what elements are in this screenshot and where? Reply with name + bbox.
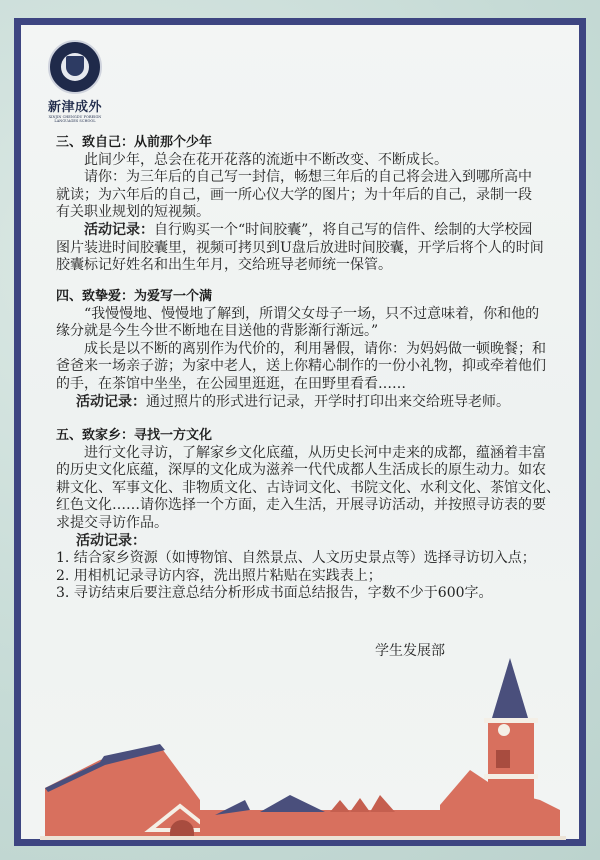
paragraph-line: 的手，在茶馆中坐坐，在公园里逛逛，在田野里看看…… (56, 375, 406, 392)
main-hall (45, 744, 210, 840)
campus-building-illustration (0, 640, 600, 840)
record-label: 活动记录： (76, 393, 146, 410)
paragraph-line: “我慢慢地、慢慢地了解到，所谓父女母子一场，只不过意味着，你和他的 (84, 305, 540, 322)
paragraph-line: 的历史文化底蕴，深厚的文化成为滋养一代代成都人生活成长的原生动力。如农 (56, 462, 546, 479)
paragraph-line: 就读；为六年后的自己，画一所心仪大学的图片；为十年后的自己，录制一段 (56, 186, 532, 203)
record-label: 活动记录： (76, 532, 146, 549)
paragraph-line: 有关职业规划的短视频。 (56, 204, 210, 221)
paragraph-line: 耕文化、军事文化、非物质文化、古诗词文化、书院文化、水利文化、茶馆文化、 (56, 479, 560, 496)
record-item: 1. 结合家乡资源（如博物馆、自然景点、人文历史景点等）选择寻访切入点； (56, 550, 536, 567)
record-line: 通过照片的形式进行记录，开学时打印出来交给班导老师。 (146, 393, 510, 410)
record-line: 图片装进时间胶囊里，视频可拷贝到U盘后放进时间胶囊，开学后将个人的时间 (56, 239, 544, 256)
paragraph-line: 进行文化寻访，了解家乡文化底蕴，从历史长河中走来的成都，蕴涵着丰富 (84, 444, 546, 461)
section-heading: 三、致自己：从前那个少年 (56, 135, 213, 150)
paragraph-line: 求提交寻访作品。 (56, 514, 168, 531)
logo-name-cn: 新津成外 (47, 100, 102, 115)
record-item: 3. 寻访结束后要注意总结分析形成书面总结报告，字数不少于600字。 (56, 585, 493, 602)
paragraph-line: 爸爸来一场亲子游；为家中老人，送上你精心制作的一份小礼物，抑或牵着他们 (56, 358, 546, 375)
paragraph-line: 此间少年，总会在花开花落的流逝中不断改变、不断成长。 (84, 151, 448, 168)
record-item: 2. 用相机记录寻访内容，洗出照片粘贴在实践表上； (56, 567, 382, 584)
record-label: 活动记录： (84, 221, 154, 238)
section-heading: 五、致家乡：寻找一方文化 (56, 428, 213, 443)
paragraph-line: 缘分就是今生今世不断地在目送他的背影渐行渐远。” (56, 323, 379, 340)
paragraph-line: 请你：为三年后的自己写一封信，畅想三年后的自己将会进入到哪所高中 (84, 169, 532, 186)
section-4 (56, 288, 546, 411)
clock-icon (498, 724, 510, 736)
record-line: 自行购买一个“时间胶囊”，将自己写的信件、绘制的大学校园 (154, 221, 533, 238)
paragraph-line: 红色文化……请你选择一个方面，走入生活，开展寻访活动，并按照寻访表的要 (56, 497, 546, 514)
signature: 学生发展部 (375, 643, 445, 659)
middle-wing (200, 795, 440, 840)
section-5 (56, 427, 560, 603)
school-logo (43, 40, 107, 123)
section-3 (56, 134, 546, 275)
logo-name-en: XINJIN CHENGDU FOREIGN LANGUAGES SCHOOL (48, 115, 102, 123)
clock-tower (440, 658, 560, 840)
section-heading: 四、致挚爱：为爱写一个满 (56, 289, 213, 304)
school-seal-icon (48, 40, 102, 94)
paragraph-line: 成长是以不断的离别作为代价的，利用暑假，请你：为妈妈做一顿晚餐；和 (84, 340, 546, 357)
record-line: 胶囊标记好姓名和出生年月，交给班导老师统一保管。 (56, 257, 392, 274)
